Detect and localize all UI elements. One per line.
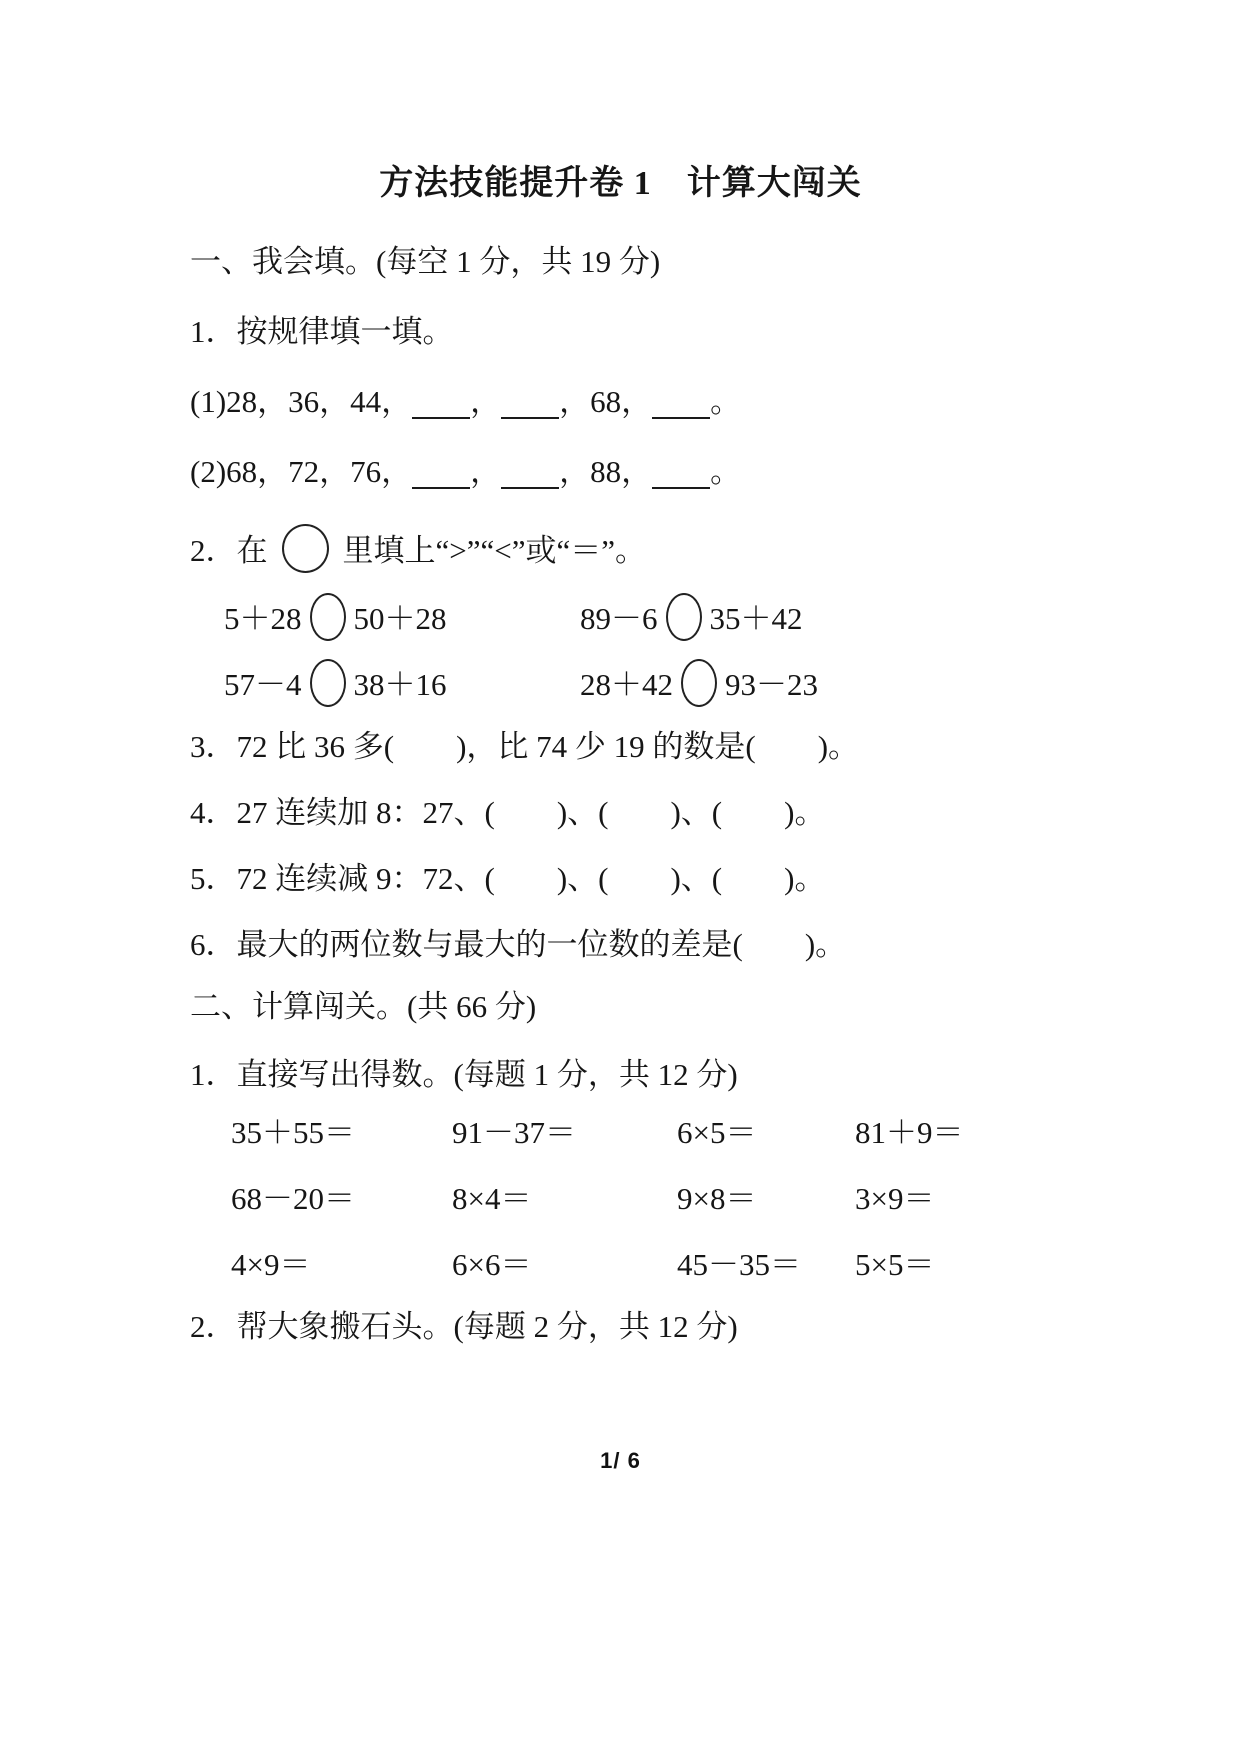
section1-q6: 6．最大的两位数与最大的一位数的差是( )。 [190,927,847,962]
comparison-right: 93－23 [725,667,818,702]
section1-heading: 一、我会填。(每空 1 分，共 19 分) [190,244,661,279]
seq1-sep1: ， [470,384,502,419]
section1-q5: 5．72 连续减 9：72、( )、( )、( )。 [190,861,826,896]
section1-q3: 3．72 比 36 多( )，比 74 少 19 的数是( )。 [190,729,860,764]
seq2-sep1: ， [470,454,502,489]
page-number: 1/ 6 [600,1448,641,1473]
compare-circle [310,593,346,641]
calc-expression: 4×9＝ [231,1247,311,1282]
section1-q1-label: 1．按规律填一填。 [190,314,454,349]
calc-expression: 3×9＝ [855,1181,935,1216]
calc-expression: 8×4＝ [452,1181,532,1216]
calc-expression: 9×8＝ [677,1181,757,1216]
comparison-right: 35＋42 [709,601,803,636]
comparison-item [580,657,1241,713]
calc-expression: 81＋9＝ [855,1115,964,1150]
sequence-line-2 [190,454,1181,490]
comparison-right: 50＋28 [353,601,447,636]
seq1-end: 。 [710,384,742,419]
seq2-mid: ，88， [559,454,653,489]
q2-text-pre: 2．在 [190,533,268,568]
calc-expression: 6×5＝ [677,1115,757,1150]
seq2-end: 。 [710,454,742,489]
seq1-mid: ，68， [559,384,653,419]
calc-expression: 68－20＝ [231,1181,355,1216]
fill-blank [501,387,559,419]
section1-q4: 4．27 连续加 8：27、( )、( )、( )。 [190,795,826,830]
comparison-grid [224,591,1241,713]
calc-expression: 5×5＝ [855,1247,935,1282]
fill-blank [501,457,559,489]
comparison-left: 89－6 [580,601,658,636]
comparison-item [580,591,1241,647]
section2-q1-label: 1．直接写出得数。(每题 1 分，共 12 分) [190,1057,738,1092]
calc-expression: 6×6＝ [452,1247,532,1282]
fill-blank [652,457,710,489]
calc-expression: 91－37＝ [452,1115,576,1150]
calc-expression: 35＋55＝ [231,1115,355,1150]
fill-blank [412,387,470,419]
section2-heading: 二、计算闯关。(共 66 分) [190,989,537,1024]
q2-text-post: 里填上“>”“<”或“＝”。 [342,533,647,568]
section1-q2-label [190,524,1181,573]
page-title: 方法技能提升卷 1 计算大闯关 [379,165,862,202]
comparison-left: 28＋42 [580,667,673,702]
seq2-prefix: (2)68，72，76， [190,454,413,489]
calculation-grid [231,1115,1241,1283]
fill-blank [652,387,710,419]
fill-blank [412,457,470,489]
compare-circle [310,659,346,707]
compare-circle [666,593,702,641]
compare-circle [282,524,329,573]
section2-q2-label: 2．帮大象搬石头。(每题 2 分，共 12 分) [190,1309,738,1344]
calc-expression: 45－35＝ [677,1247,801,1282]
comparison-left: 5＋28 [224,601,302,636]
comparison-item [224,657,580,713]
seq1-prefix: (1)28，36，44， [190,384,413,419]
comparison-right: 38＋16 [353,667,447,702]
comparison-left: 57－4 [224,667,302,702]
comparison-item [224,591,580,647]
sequence-line-1 [190,384,1181,420]
compare-circle [681,659,717,707]
